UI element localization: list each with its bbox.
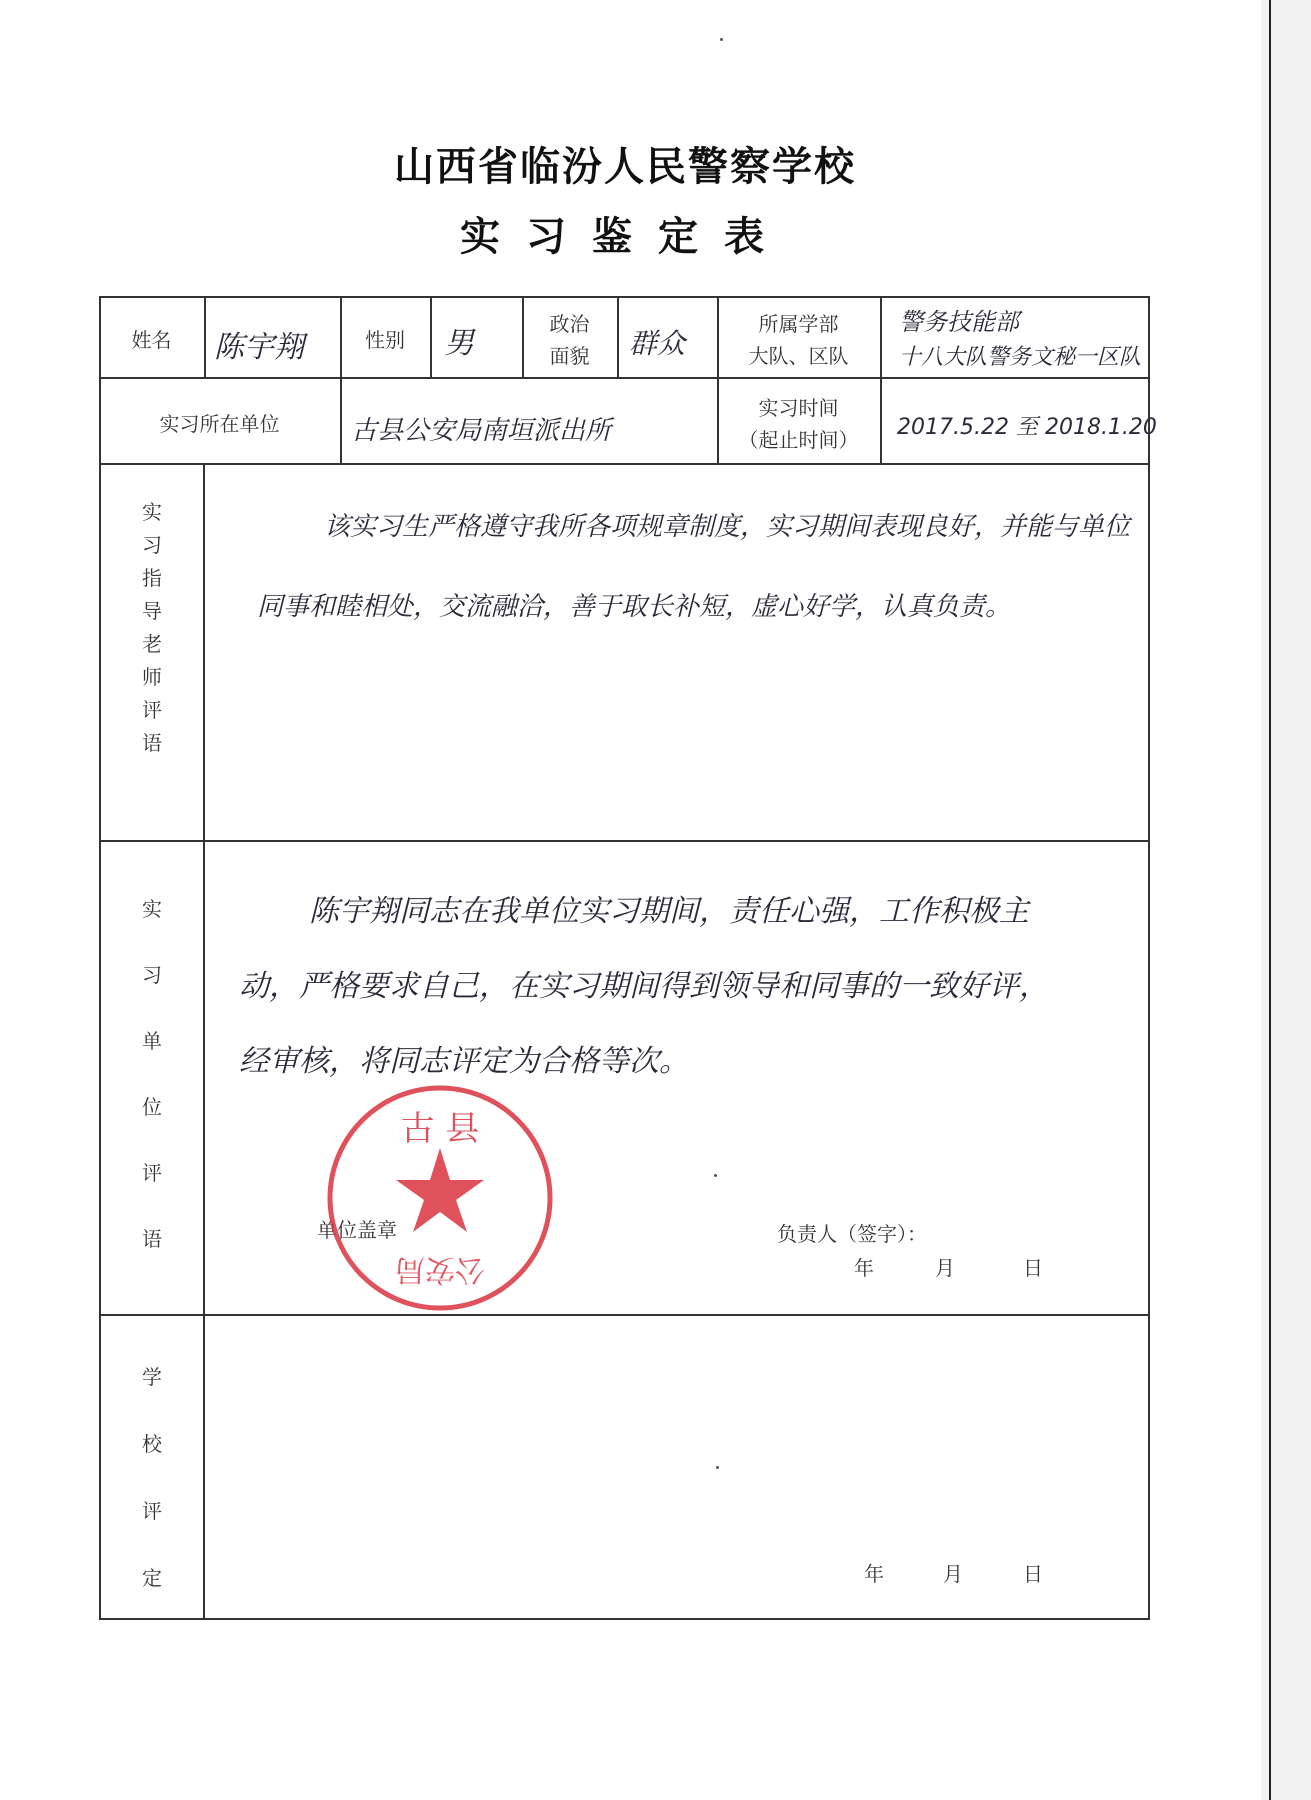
teacher-comment-line-1: 该实习生严格遵守我所各项规章制度，实习期间表现良好，并能与单位 <box>324 512 1131 542</box>
svg-text:公安局: 公安局 <box>395 1252 485 1287</box>
name-label: 姓名 <box>131 328 172 352</box>
teacher-comment-line-2: 同事和睦相处，交流融洽，善于取长补短，虚心好学，认真负责。 <box>257 592 1012 622</box>
unit-date-month: 月 <box>935 1256 955 1280</box>
table-rule <box>617 296 619 378</box>
seal-label: 单位盖章 <box>317 1218 397 1242</box>
official-seal-stamp <box>322 1080 558 1316</box>
unit-comment-line-3: 经审核，将同志评定为合格等次。 <box>239 1044 689 1079</box>
table-rule <box>99 1618 1150 1620</box>
table-rule <box>99 463 1150 465</box>
scan-edge-line <box>1269 0 1271 1800</box>
seal-text: 古 县 <box>400 1109 480 1149</box>
unit-date-day: 日 <box>1023 1256 1043 1280</box>
document-title: 山西省临汾人民警察学校 <box>394 144 856 190</box>
political-label: 政治 <box>549 312 590 336</box>
table-rule <box>880 296 882 464</box>
unit-value: 古县公安局南垣派出所 <box>351 416 612 446</box>
scan-speck <box>720 38 723 41</box>
time-label-2: （起止时间） <box>738 428 859 452</box>
teacher-section-label: 实 习 指 导 老 师 评 语 <box>142 500 162 755</box>
unit-section-label: 实 习 单 位 评 语 <box>142 897 162 1251</box>
department-label: 所属学部 <box>758 312 839 336</box>
table-rule <box>99 296 1150 298</box>
table-rule <box>99 1314 1150 1316</box>
signer-label: 负责人（签字）： <box>777 1222 927 1246</box>
school-date-year: 年 <box>864 1562 884 1586</box>
star-icon <box>396 1148 484 1232</box>
table-rule <box>204 296 206 378</box>
squad-value: 十八大队警务文秘一区队 <box>899 345 1142 370</box>
appraisal-table <box>99 296 1157 1620</box>
unit-date-year: 年 <box>854 1256 874 1280</box>
political-label-2: 面貌 <box>549 344 590 368</box>
political-value: 群众 <box>629 327 686 360</box>
table-rule <box>99 377 1150 379</box>
gender-label: 性别 <box>365 328 405 352</box>
table-rule <box>99 296 101 1620</box>
department-value: 警务技能部 <box>899 308 1019 336</box>
unit-label: 实习所在单位 <box>159 412 280 436</box>
table-rule <box>99 840 1150 842</box>
name-value: 陈宇翔 <box>214 330 304 365</box>
school-date-day: 日 <box>1023 1562 1043 1586</box>
table-rule <box>430 296 432 378</box>
school-date-month: 月 <box>943 1562 963 1586</box>
unit-comment-line-1: 陈宇翔同志在我单位实习期间，责任心强，工作积极主 <box>309 894 1029 929</box>
table-rule <box>1148 296 1150 1620</box>
table-rule <box>203 463 205 1620</box>
school-section-label: 学 校 评 定 <box>142 1365 162 1590</box>
table-rule <box>340 377 342 464</box>
gender-value: 男 <box>444 326 474 361</box>
time-label: 实习时间 <box>758 396 839 420</box>
form-title: 实习鉴定表 <box>460 214 790 260</box>
unit-comment-line-2: 动，严格要求自己，在实习期间得到领导和同事的一致好评， <box>239 969 1049 1004</box>
time-value: 2017.5.22 至 2018.1.20 <box>897 415 1157 440</box>
department-label-2: 大队、区队 <box>748 344 849 368</box>
